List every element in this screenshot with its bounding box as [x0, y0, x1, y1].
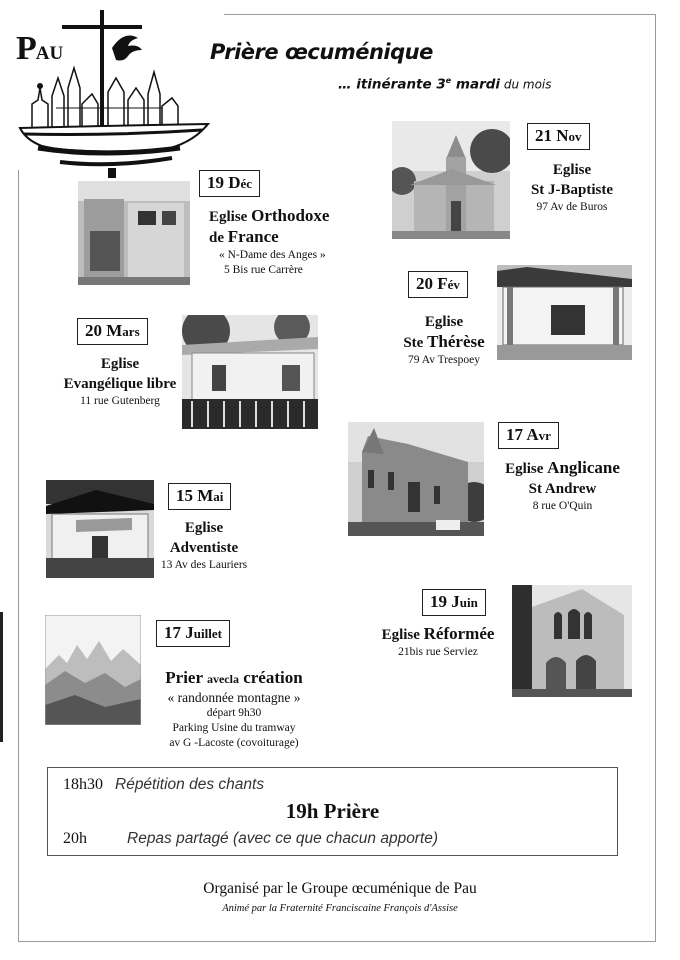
date-badge-juin: 19 Juin [422, 589, 486, 616]
church-line2: Ste Thérèse [403, 332, 485, 351]
parking: Parking Usine du tramway [172, 722, 296, 734]
schedule-prayer: 19h Prière [285, 799, 380, 823]
date-badge-juillet: 17 Juillet [156, 620, 230, 647]
event-juillet [140, 668, 328, 751]
church-line2: St Andrew [528, 481, 597, 497]
church-line1: Eglise Orthodoxe [209, 206, 330, 225]
event-dec [205, 206, 345, 278]
church-line2: St J-Baptiste [530, 182, 614, 198]
page-subtitle: … itinérante 3e mardi du mois [338, 76, 552, 93]
photo-evangelique [182, 315, 318, 429]
schedule-row-meal [63, 830, 438, 848]
animator: Animé par la Fraternité Franciscaine François d'Assise [222, 903, 458, 914]
event-nov [512, 160, 632, 215]
photo-st-jean-baptiste [392, 121, 510, 239]
address: 97 Av de Buros [536, 201, 608, 213]
date-badge-mai: 15 Mai [168, 483, 231, 510]
edge-mark [0, 612, 3, 742]
address: 79 Av Trespoey [408, 354, 480, 366]
church-line2: de France [209, 227, 279, 246]
schedule-row-rehearsal [63, 776, 264, 794]
label: Répétition des chants [115, 776, 265, 793]
church-line1: Eglise [552, 162, 592, 178]
photo-reformee [512, 585, 632, 697]
carpool-location: av G -Lacoste (covoiturage) [169, 737, 299, 749]
address: 21bis rue Serviez [398, 646, 478, 658]
address: 11 rue Gutenberg [80, 395, 160, 407]
church-line2: Evangélique libre [63, 376, 177, 392]
date-badge-avr: 17 Avr [498, 422, 559, 449]
organizer: Organisé par le Groupe œcuménique de Pau [203, 880, 477, 897]
photo-orthodoxe [78, 181, 190, 285]
event-fev [385, 312, 503, 368]
event-mars [56, 354, 184, 409]
page-title: Prière œcuménique [210, 40, 433, 64]
activity-subtitle: « randonnée montagne » [167, 690, 301, 705]
church-line1: Prier avecla création [165, 668, 303, 687]
marker-square [108, 168, 116, 178]
address: 13 Av des Lauriers [160, 559, 248, 571]
date-badge-fev: 20 Fév [408, 271, 468, 298]
photo-ste-therese [497, 265, 632, 360]
address: 8 rue O'Quin [532, 500, 593, 512]
schedule-box [47, 767, 618, 856]
event-avr [485, 458, 640, 514]
time: 18h30 [63, 776, 103, 793]
church-line1: Eglise [184, 520, 224, 536]
time: 20h [63, 830, 87, 847]
logo [12, 8, 224, 170]
church-line2: Adventiste [169, 540, 239, 556]
event-mai [148, 518, 260, 573]
church-line1: Eglise [424, 314, 464, 330]
church-subname: « N-Dame des Anges » [219, 249, 326, 261]
label: Repas partagé (avec ce que chacun apporte) [127, 830, 439, 847]
date-badge-dec: 19 Déc [199, 170, 260, 197]
photo-anglicane [348, 422, 484, 536]
church-line1: Eglise Réformée [381, 624, 495, 643]
date-badge-nov: 21 Nov [527, 123, 590, 150]
logo-text: PAU [16, 30, 64, 67]
photo-mountain [45, 615, 141, 725]
photo-adventiste [46, 480, 154, 578]
date-badge-mars: 20 Mars [77, 318, 148, 345]
event-juin [362, 624, 514, 660]
address: 5 Bis rue Carrère [224, 264, 303, 276]
departure-time: départ 9h30 [206, 707, 262, 719]
church-line1: Eglise [100, 356, 140, 372]
church-line1: Eglise Anglicane [505, 458, 620, 477]
